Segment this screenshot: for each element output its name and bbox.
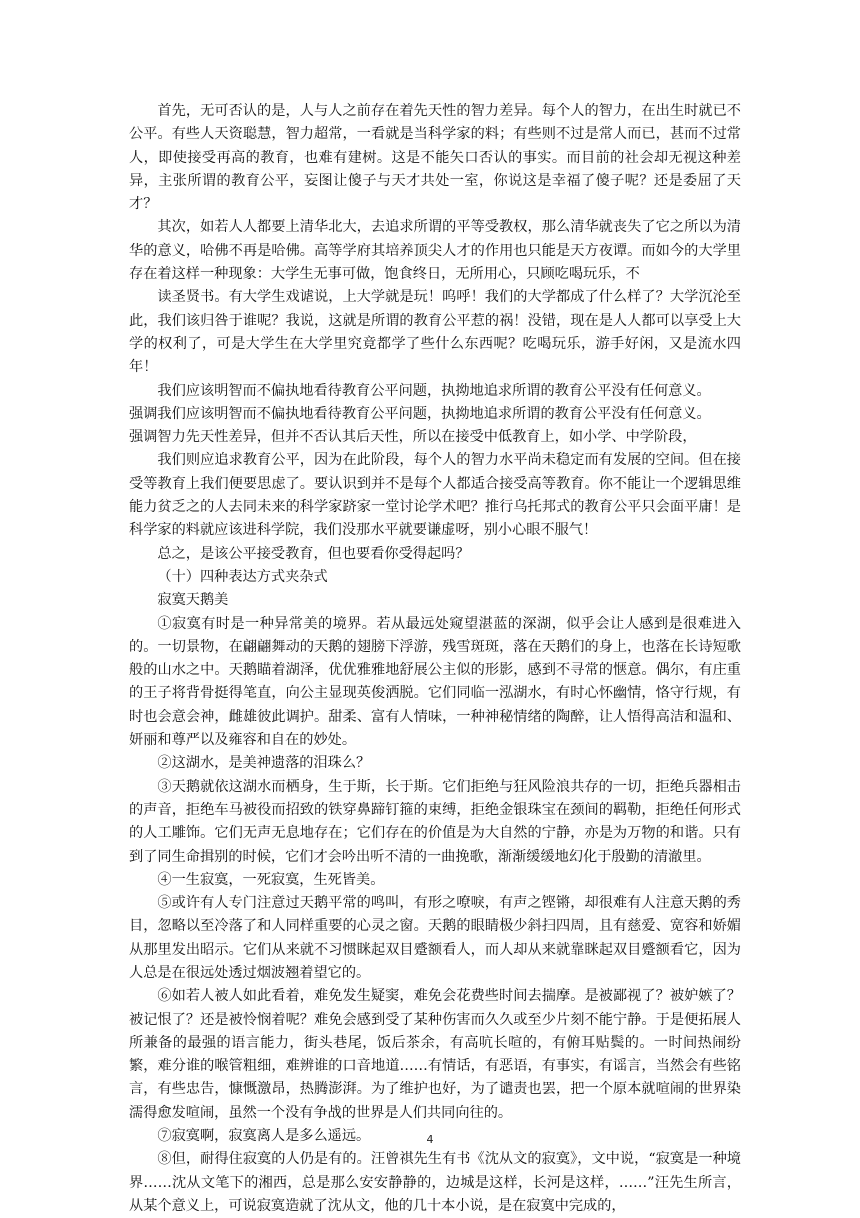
paragraph: ④一生寂寞，一死寂寞，生死皆美。 — [157, 871, 385, 888]
paragraph: 总之，是该公平接受教育，但也要看你受得起吗？ — [157, 545, 470, 562]
paragraph: ⑦寂寞啊，寂寞离人是多么遥远。 — [157, 1128, 371, 1145]
paragraph: ⑥如若人被人如此看着，难免发生疑窦，难免会花费些时间去揣摩。是被鄙视了？被妒嫉了？被记恨了？还是被怜悯着呢？难免会感到受了某种伤害而久久或至少片刻不能宁静。于是便拓展人所兼备的最强的语言能力，街头巷尾，饭后茶余，有高吭长喧的，有俯耳贴鬓的。一时间热闹纷繁，难分谁的喉管粗细，难辨谁的口音地道……有情话，有恶语，有事实，有谣言，当然会有些铭言，有些忠告，慷慨激昂，热腾澎湃。为了维护也好，为了谴责也罢，把一个原本就喧闹的世界染濡得愈发喧闹，虽然一个没有争战的世界是人们共同向往的。 — [129, 988, 741, 1121]
paragraph: 我们应该明智而不偏执地看待教育公平问题，执拗地追求所谓的教育公平没有任何意义。 — [157, 382, 711, 399]
paragraph: ②这湖水，是美神遗落的泪珠么？ — [157, 755, 371, 772]
paragraph: 强调智力先天性差异，但并不否认其后天性，所以在接受中低教育上，如小学、中学阶段， — [129, 429, 697, 446]
paragraph: 强调我们应该明智而不偏执地看待教育公平问题，执拗地追求所谓的教育公平没有任何意义。 — [129, 405, 711, 422]
paragraph: 其次，如若人人都要上清华北大，去追求所谓的平等受教权，那么清华就丧失了它之所以为清华的意义，哈佛不再是哈佛。高等学府其培养顶尖人才的作用也只能是天方夜谭。而如今的大学里存在着这样一种现象：大学生无事可做，饱食终日，无所用心，只顾吃喝玩乐，不 — [129, 219, 741, 283]
paragraph: 我们则应追求教育公平，因为在此阶段，每个人的智力水平尚未稳定而有发展的空间。但在接受等教育上我们便要思虑了。要认识到并不是每个人都适合接受高等教育。你不能让一个逻辑思维能力贫乏之的人去同未来的科学家跻家一堂讨论学术吧？推行乌托邦式的教育公平只会面平庸！是科学家的料就应该进科学院，我们没那水平就要谦虚呀，别小心眼不服气！ — [129, 452, 741, 539]
paragraph: 寂寞天鹅美 — [157, 592, 229, 609]
paragraph: ⑤或许有人专门注意过天鹅平常的鸣叫，有形之嘹唳，有声之铿锵，却很难有人注意天鹅的秀目，忽略以至冷落了和人同样重要的心灵之窗。天鹅的眼睛极少斜扫四周，且有慈爱、宽容和娇媚从那里发出昭示。它们从来就不习惯眯起双目蹙额看人，而人却从来就靠眯起双目蹙额看它，因为人总是在很远处透过烟波翘着望它的。 — [129, 895, 741, 981]
paragraph: 读圣贤书。有大学生戏谑说，上大学就是玩！呜呼！我们的大学都成了什么样了？大学沉沦至此，我们该归咎于谁呢？我说，这就是所谓的教育公平惹的祸！没错，现在是人人都可以享受上大学的权利了，可是大学生在大学里究竟都学了些什么东西呢？吃喝玩乐，游手好闲，又是流水四年！ — [129, 289, 741, 376]
paragraph: ⑧但，耐得住寂寞的人仍是有的。汪曾祺先生有书《沈从文的寂寞》，文中说，“寂寞是一种境界……沈从文笔下的湘西，总是那么安安静静的，边城是这样，长河是这样，……”汪先生所言，从某个意义上，可说寂寞造就了沈从文，他的几十本小说，是在寂寞中完成的， — [129, 1151, 741, 1214]
paragraph: ③天鹅就依这湖水而栖身，生于斯，长于斯。它们拒绝与狂风险浪共存的一切，拒绝兵器相击的声音，拒绝车马被役而招致的铁穿鼻蹄钉箍的束缚，拒绝金银珠宝在颈间的羁勒，拒绝任何形式的人工雕饰。它们无声无息地存在；它们存在的价值是为大自然的宁静，亦是为万物的和谐。只有到了同生命揖别的时候，它们才会吟出听不清的一曲挽歌，渐渐缓缓地幻化于殷勤的清澈里。 — [129, 778, 741, 865]
paragraph: ①寂寞有时是一种异常美的境界。若从最远处窥望湛蓝的深湖，似乎会让人感到是很难进入的。一切景物，在翩翩舞动的天鹅的翅膀下浮游，残雪斑斑，落在天鹅们的身上，也落在长诗短歌般的山水之中。天鹅瞄着湖泽，优优雅雅地舒展公主似的形影，感到不寻常的惬意。偶尔，有庄重的王子将背骨挺得笔直，向公主显现英俊洒脱。它们同临一泓湖水，有时心怀幽情，恪守行规，有时也会意会神，雌雄彼此调护。甜柔、富有人情味，一种神秘情绪的陶醉，让人悟得高洁和温和、妍丽和尊严以及雍容和自在的妙处。 — [129, 615, 741, 749]
body-text — [129, 100, 741, 1218]
paragraph: 首先，无可否认的是，人与人之前存在着先天性的智力差异。每个人的智力，在出生时就已不公平。有些人天资聪慧，智力超常，一看就是当科学家的料；有些则不过是常人而已，甚而不过常人，即使接受再高的教育，也难有建树。这是不能矢口否认的事实。而目前的社会却无视这种差异，主张所谓的教育公平，妄图让傻子与天才共处一室，你说这是幸福了傻子呢？还是委屈了天才？ — [129, 103, 741, 213]
page-number: 4 — [426, 1133, 434, 1146]
paragraph: （十）四种表达方式夹杂式 — [157, 568, 328, 585]
